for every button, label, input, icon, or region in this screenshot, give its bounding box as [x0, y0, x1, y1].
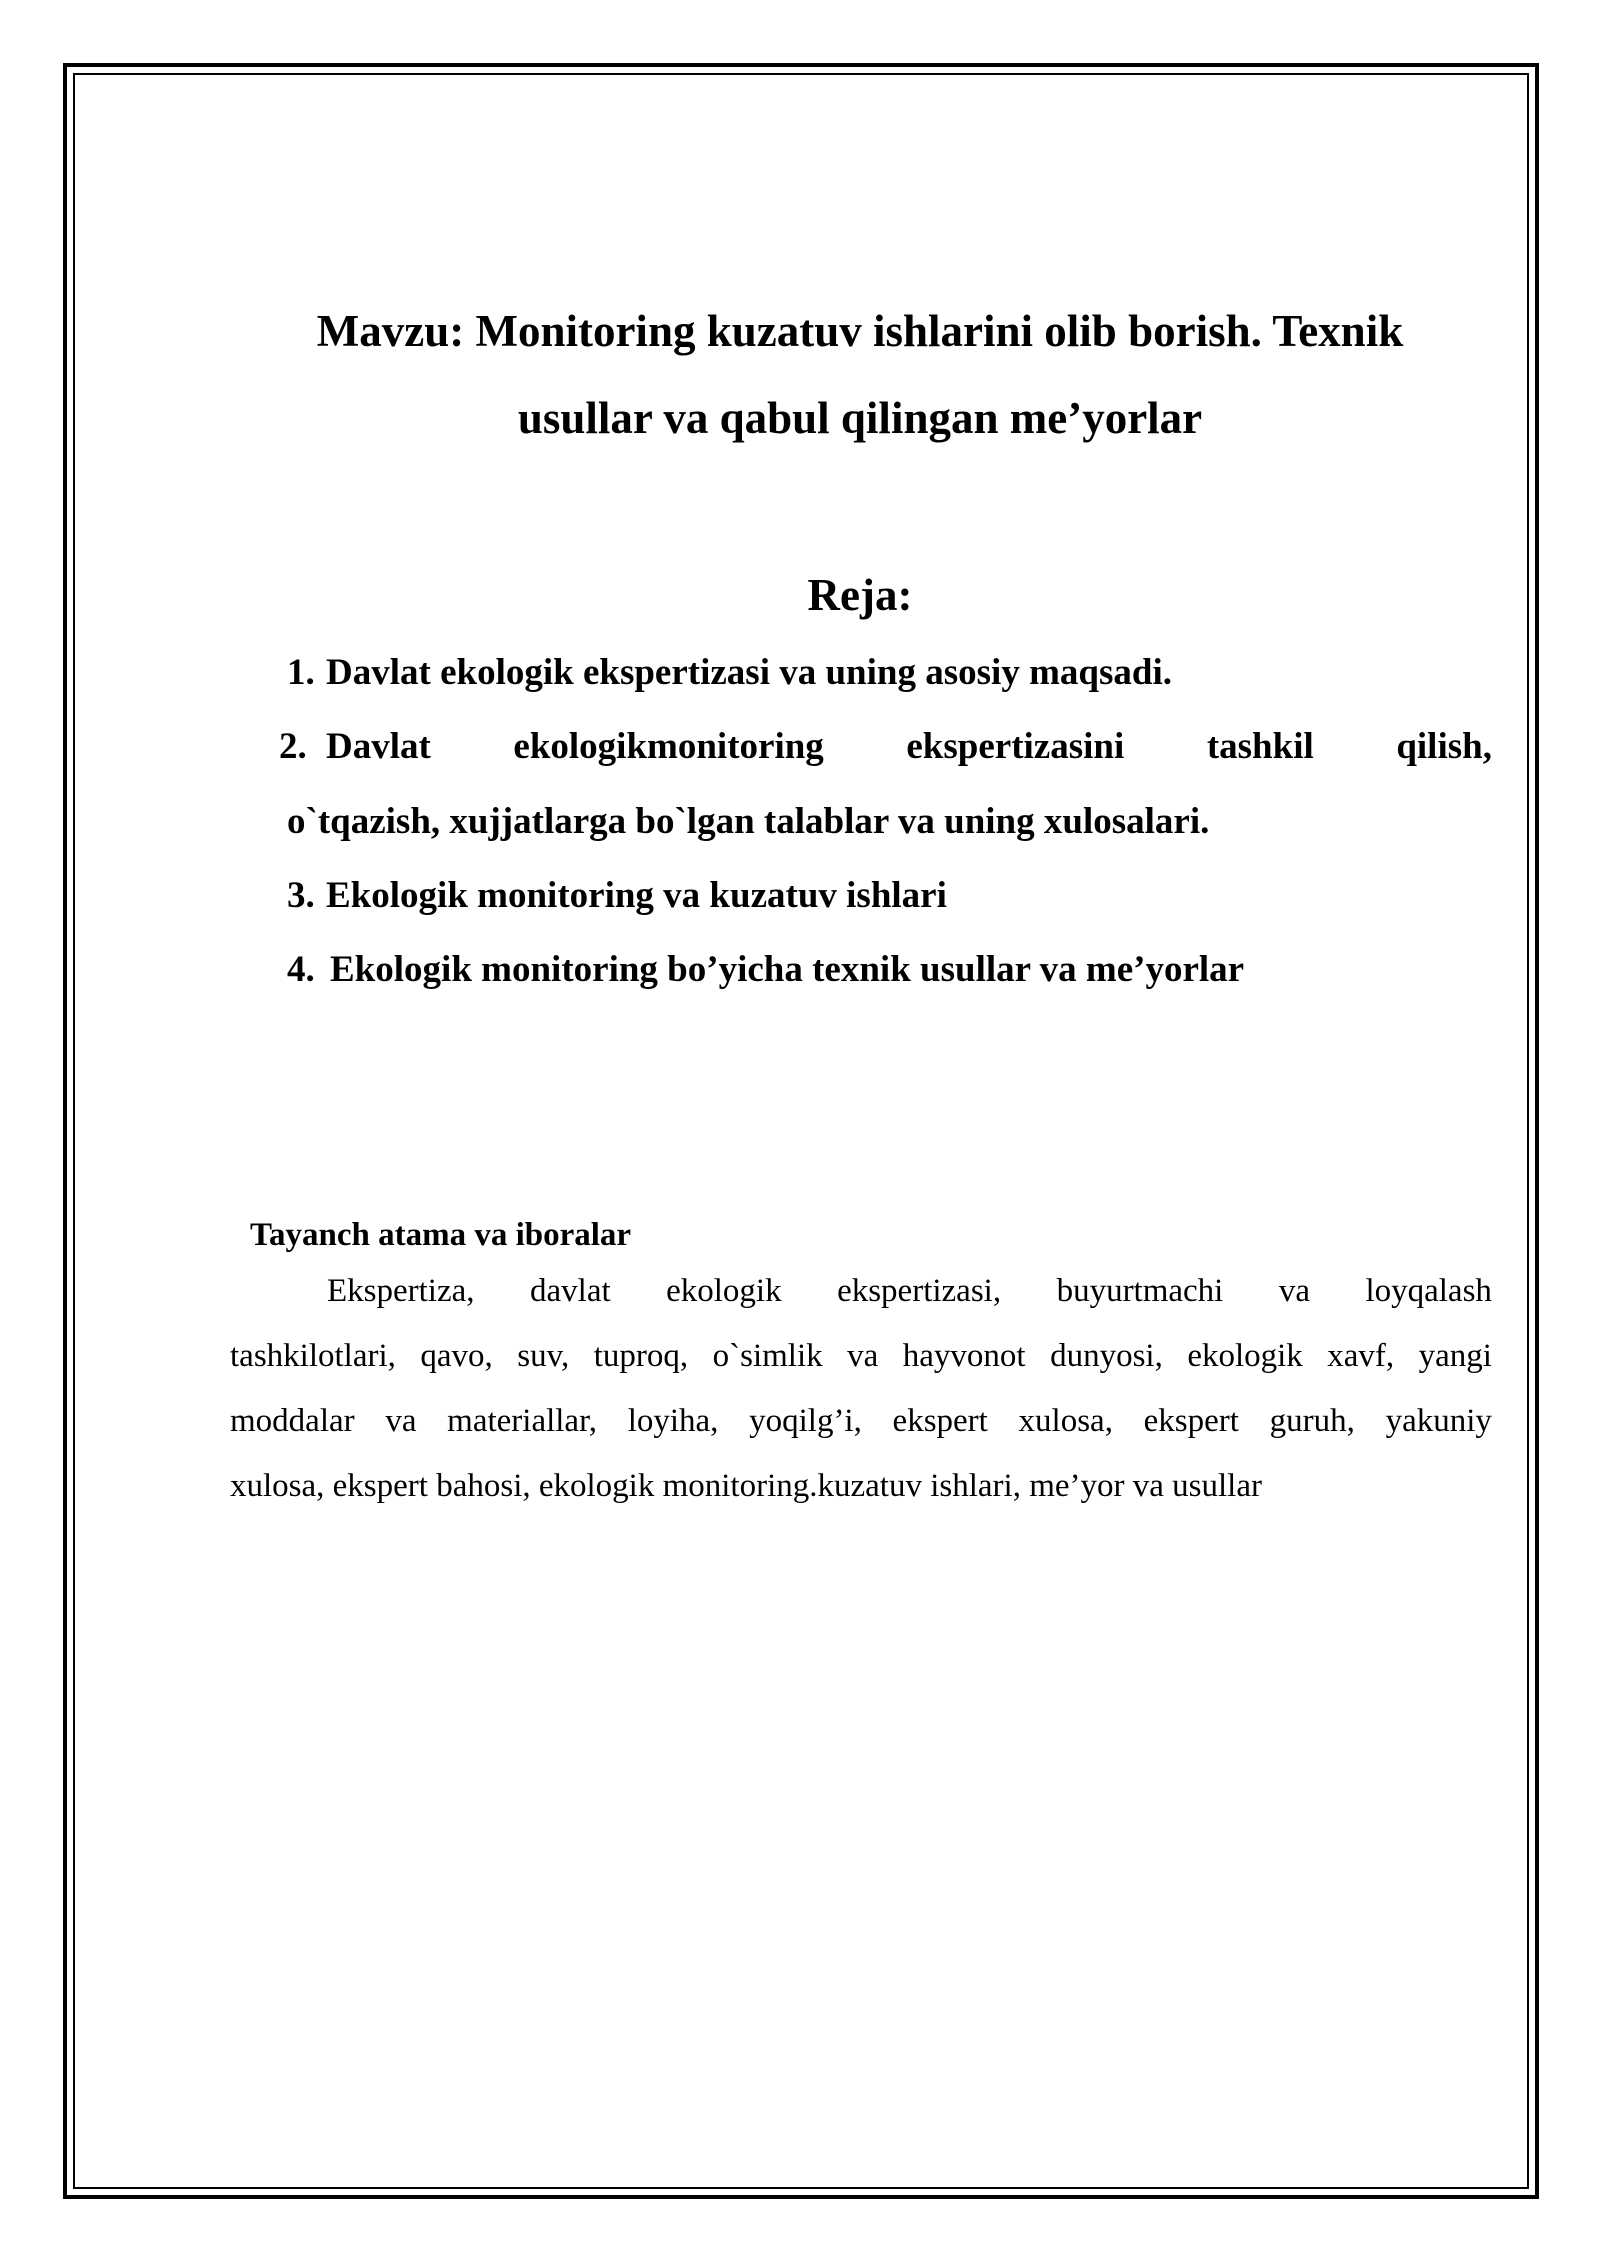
- keyword: yangi: [1418, 1338, 1492, 1374]
- keyword: va: [385, 1403, 417, 1439]
- keyword: tuproq,: [593, 1338, 689, 1374]
- keywords-line: [230, 1331, 1492, 1396]
- keyword: o`simlik: [712, 1338, 823, 1374]
- keywords-line: xulosa, ekspert bahosi, ekologik monitoring.kuzatuv ishlari, me’yor va usullar: [230, 1468, 1262, 1504]
- keywords-paragraph: [230, 1266, 1492, 1526]
- topic-title-line-1: Mavzu: Monitoring kuzatuv ishlarini olib borish. Texnik: [316, 306, 1404, 356]
- keyword: hayvonot: [902, 1338, 1026, 1374]
- keyword: ekologik: [1187, 1338, 1303, 1374]
- plan-word: tashkil: [1206, 726, 1314, 767]
- plan-word: ekspertizasini: [906, 726, 1125, 767]
- keyword: ekspertizasi,: [837, 1273, 1002, 1309]
- keyword: loyqalash: [1365, 1273, 1492, 1309]
- plan-word: Davlat: [326, 726, 431, 767]
- keyword: ekologik: [666, 1273, 782, 1309]
- plan-item-text: Davlat ekologik ekspertizasi va uning asosiy maqsadi.: [326, 652, 1172, 693]
- keyword: loyiha,: [627, 1403, 719, 1439]
- keyword: va: [1278, 1273, 1310, 1309]
- keyword: guruh,: [1269, 1403, 1355, 1439]
- keyword: yoqilg’i,: [749, 1403, 862, 1439]
- keyword: tashkilotlari,: [230, 1338, 396, 1374]
- keyword: Ekspertiza,: [327, 1273, 475, 1309]
- keyword: va: [847, 1338, 879, 1374]
- keywords-heading: Tayanch atama va iboralar: [250, 1217, 632, 1253]
- plan-item-text: Ekologik monitoring bo’yicha texnik usullar va me’yorlar: [330, 949, 1245, 990]
- keyword: xavf,: [1327, 1338, 1395, 1374]
- plan-item: [287, 643, 315, 703]
- keyword: qavo,: [420, 1338, 493, 1374]
- keyword: ekspert: [1143, 1403, 1239, 1439]
- keyword: dunyosi,: [1050, 1338, 1163, 1374]
- plan-item-continuation: o`tqazish, xujjatlarga bo`lgan talablar va uning xulosalari.: [287, 801, 1210, 842]
- keyword: moddalar: [230, 1403, 355, 1439]
- plan-item: [287, 866, 315, 926]
- plan-item-number: 2.: [279, 726, 307, 767]
- keywords-line: [230, 1396, 1492, 1461]
- plan-word: qilish,: [1396, 726, 1492, 767]
- plan-item-number: 1.: [287, 652, 315, 693]
- plan-item-text: [326, 717, 1492, 777]
- keyword: materiallar,: [447, 1403, 597, 1439]
- keyword: buyurtmachi: [1056, 1273, 1224, 1309]
- keyword: xulosa,: [1018, 1403, 1113, 1439]
- keyword: davlat: [530, 1273, 611, 1309]
- plan-word: ekologikmonitoring: [513, 726, 824, 767]
- topic-title-line-2: usullar va qabul qilingan me’yorlar: [517, 393, 1203, 443]
- keyword: ekspert: [892, 1403, 988, 1439]
- plan-item-number: 3.: [287, 875, 315, 916]
- keyword: suv,: [517, 1338, 570, 1374]
- plan-item-number: 4.: [287, 949, 315, 990]
- plan-item: [279, 717, 307, 777]
- keyword: yakuniy: [1385, 1403, 1492, 1439]
- keywords-line: [230, 1266, 1492, 1331]
- plan-item: [287, 940, 315, 1000]
- plan-heading: Reja:: [807, 570, 913, 620]
- plan-item-text: Ekologik monitoring va kuzatuv ishlari: [326, 875, 947, 916]
